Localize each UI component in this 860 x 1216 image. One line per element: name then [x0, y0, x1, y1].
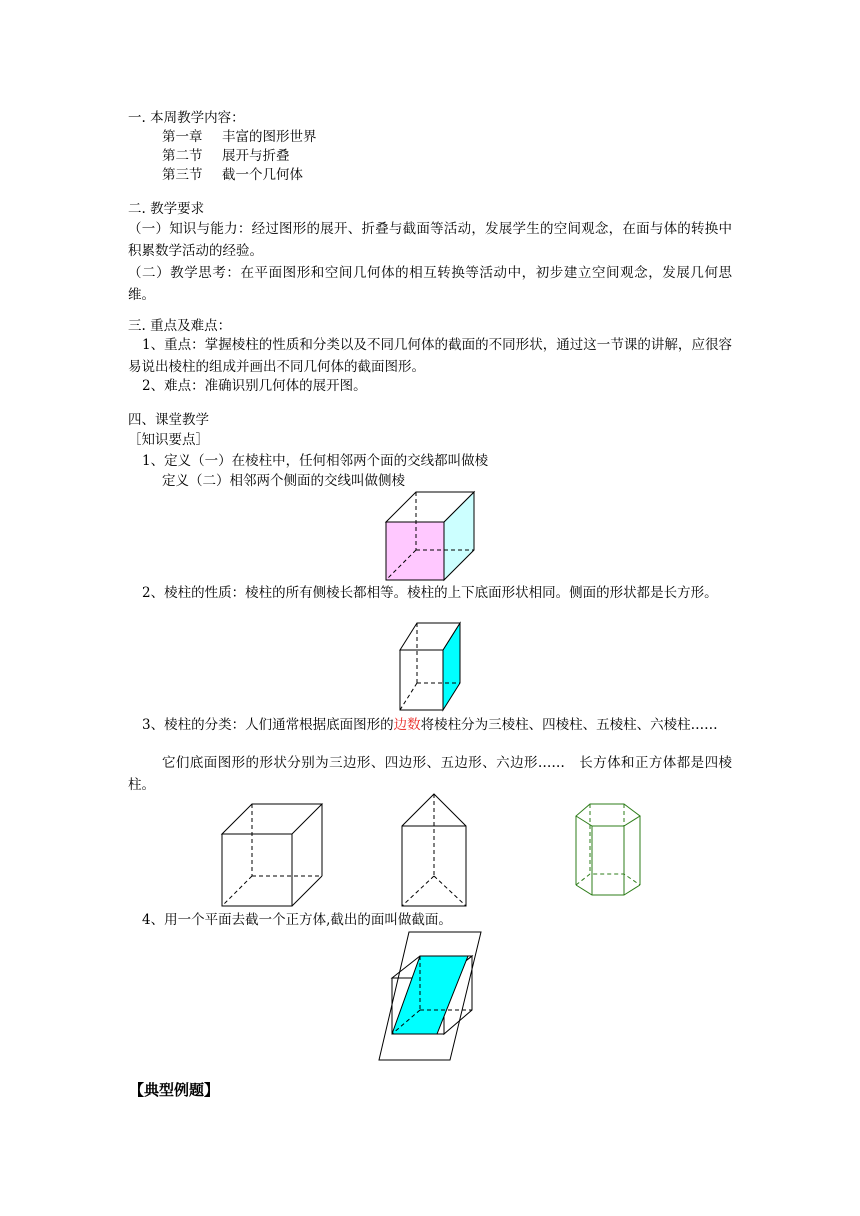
section1-item-2-title: 展开与折叠	[222, 148, 290, 164]
section3-heading: 三. 重点及难点：	[128, 318, 232, 334]
section3-paragraph-2: 2、难点：准确识别几何体的展开图。	[142, 378, 367, 394]
definition-1: 1、定义（一）在棱柱中，任何相邻两个面的交线都叫做棱	[142, 453, 489, 469]
examples-heading: 【典型例题】	[129, 1081, 220, 1099]
section1-item-1-num: 第一章	[162, 129, 203, 145]
section2-paragraph-2: （二）教学思考：在平面图形和空间几何体的相互转换等活动中，初步建立空间观念，发展几何思维。	[128, 265, 732, 303]
section1-item-3-num: 第三节	[162, 167, 203, 183]
prism-classification-2: 它们底面图形的形状分别为三边形、四边形、五边形、六边形…… 长方体和正方体都是四棱柱。	[128, 755, 732, 793]
section4-heading: 四、课堂教学	[128, 412, 209, 428]
cross-section-definition: 4、用一个平面去截一个正方体,截出的面叫做截面。	[142, 912, 452, 928]
section1-item-2-num: 第二节	[162, 148, 203, 164]
definition-2: 定义（二）相邻两个侧面的交线叫做侧棱	[162, 473, 405, 489]
classification-highlight: 边数	[393, 717, 421, 733]
classification-text-post: 将棱柱分为三棱柱、四棱柱、五棱柱、六棱柱……	[420, 717, 718, 733]
section1-item-1-title: 丰富的图形世界	[222, 129, 317, 145]
knowledge-points-label: ［知识要点］	[128, 432, 209, 448]
cross-section-face	[392, 956, 468, 1034]
section2-paragraph-1: （一）知识与能力：经过图形的展开、折叠与截面等活动，发展学生的空间观念，在面与体的转换中积累数学活动的经验。	[128, 221, 732, 259]
prism-properties: 2、棱柱的性质：棱柱的所有侧棱长都相等。棱柱的上下底面形状相同。侧面的形状都是长方形。	[142, 585, 718, 601]
section3-paragraph-1: 1、重点：掌握棱柱的性质和分类以及不同几何体的截面的不同形状，通过这一节课的讲解，应很容易说出棱柱的组成并画出不同几何体的截面图形。	[128, 337, 732, 375]
section1-item-3-title: 截一个几何体	[222, 167, 303, 183]
section2-heading: 二. 教学要求	[128, 201, 205, 217]
section1-heading: 一. 本周教学内容：	[128, 110, 245, 126]
classification-text-pre: 3、棱柱的分类：人们通常根据底面图形的	[142, 717, 394, 733]
